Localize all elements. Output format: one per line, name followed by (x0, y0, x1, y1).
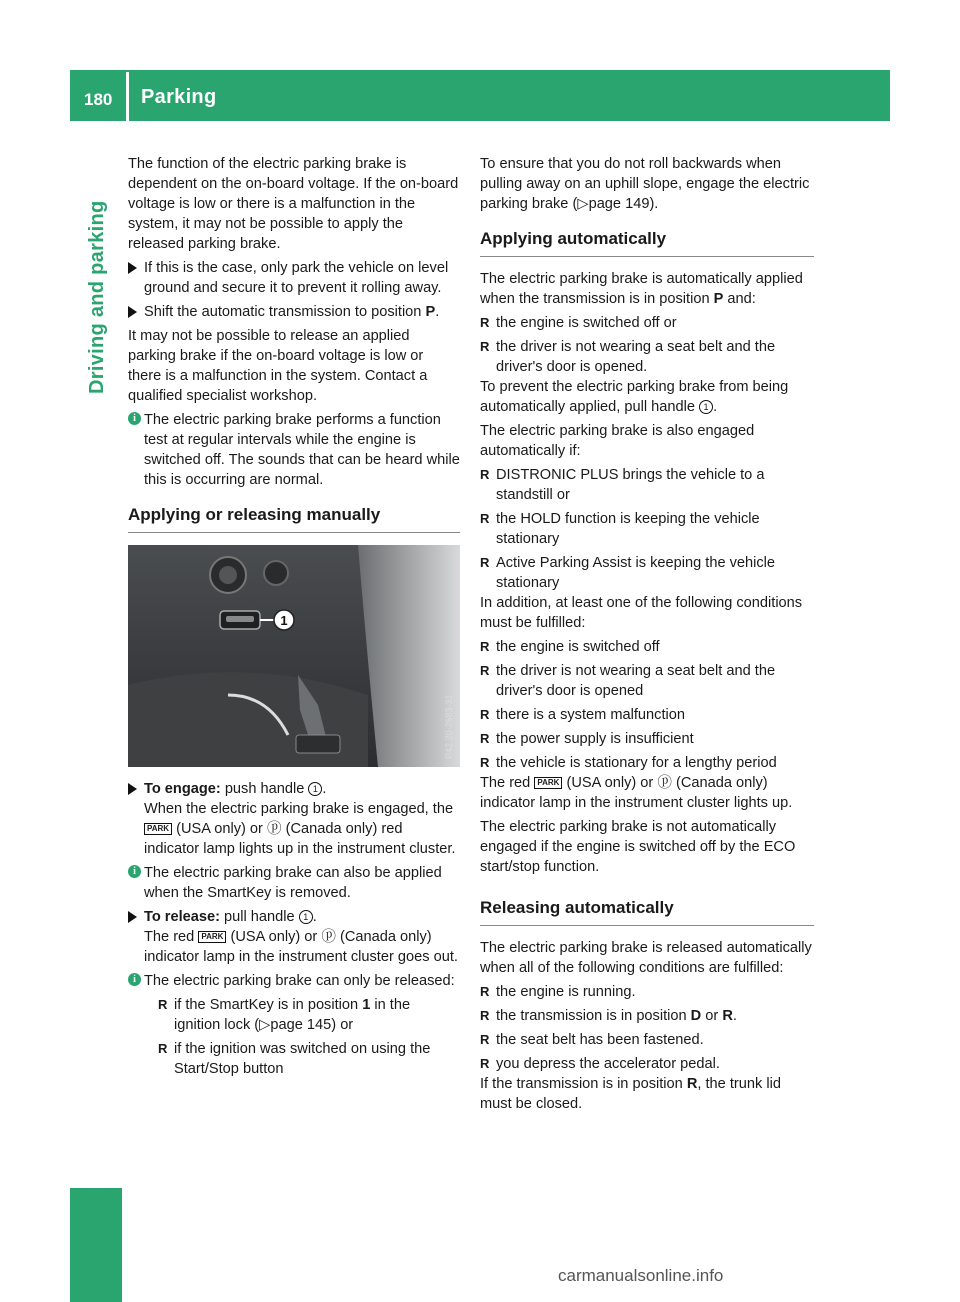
paragraph: To ensure that you do not roll backwards when pulling away on an uphill slope, engage the electric parking brake (▷page 149). (480, 156, 810, 212)
info-icon: i (128, 412, 141, 425)
instruction-step: Shift the automatic transmission to position P. (128, 302, 460, 322)
park-indicator-icon: PARK (198, 931, 226, 943)
list-item: R the engine is running. (480, 984, 636, 1000)
list-item: R DISTRONIC PLUS brings the vehicle to a standstill or (480, 467, 765, 503)
info-note: i The electric parking brake can only be released: R if the SmartKey is in position 1 in the ignition lock (▷page 145) or R if the ignition was switched on using the Start/Stop button (128, 971, 460, 1079)
triangle-bullet-icon (128, 306, 137, 318)
left-column (128, 154, 460, 1079)
paragraph: The red PARK (USA only) or ⓟ (Canada only) indicator lamp in the instrument cluster lights up. (480, 775, 793, 811)
paragraph: The electric parking brake is not automatically engaged if the engine is switched off by the ECO start/stop function. (480, 819, 796, 875)
list-item: R if the SmartKey is in position 1 in the ignition lock (▷page 145) or (158, 997, 411, 1033)
paragraph: In addition, at least one of the following conditions must be fulfilled: (480, 595, 803, 631)
triangle-bullet-icon (128, 911, 137, 923)
info-icon: i (128, 865, 141, 878)
paragraph: It may not be possible to release an applied parking brake if the on-board voltage is low or there is a malfunction in the system. Contact a qualified specialist workshop. (128, 328, 428, 404)
park-indicator-icon: PARK (534, 777, 562, 789)
list-item: R the power supply is insufficient (480, 731, 694, 747)
canada-park-indicator-icon: ⓟ (321, 929, 336, 945)
section-heading: Applying automatically (480, 229, 667, 248)
list-item: R the transmission is in position D or R. (480, 1008, 737, 1024)
list-item: R Active Parking Assist is keeping the vehicle stationary (480, 555, 776, 591)
callout-1-icon: 1 (299, 910, 313, 924)
image-code: P42.20-2683-31 (444, 694, 454, 759)
side-section-label: Driving and parking (86, 200, 108, 394)
instruction-step-release: To release: pull handle 1 . The red PARK (USA only) or ⓟ (Canada only) indicator lamp in the instrument cluster goes out. (128, 907, 460, 967)
paragraph: If the transmission is in position R, the trunk lid must be closed. (480, 1076, 781, 1112)
page-ref-arrow-icon: ▷ (577, 196, 589, 212)
callout-1-icon: 1 (699, 400, 713, 414)
list-item: R you depress the accelerator pedal. (480, 1056, 720, 1072)
heading-rule (480, 925, 814, 926)
page-ref-arrow-icon: ▷ (259, 1017, 271, 1033)
list-item: R the driver is not wearing a seat belt and the driver's door is opened (480, 663, 776, 699)
instruction-step-engage: To engage: push handle 1 . When the electric parking brake is engaged, the PARK (USA only) or ⓟ (Canada only) red indicator lamp lights up in the instrument cluster. (128, 779, 460, 859)
triangle-bullet-icon (128, 262, 137, 274)
list-item: R the vehicle is stationary for a lengthy period (480, 755, 777, 771)
list-item: R the engine is switched off or (480, 315, 677, 331)
list-item: R if the ignition was switched on using the Start/Stop button (158, 1041, 431, 1077)
list-item: R there is a system malfunction (480, 707, 685, 723)
paragraph: To prevent the electric parking brake from being automatically applied, pull handle 1 . (480, 379, 789, 415)
paragraph: The electric parking brake is automatically applied when the transmission is in position P and: (480, 271, 803, 307)
info-icon: i (128, 973, 141, 986)
heading-rule (128, 532, 460, 533)
list-item: R the HOLD function is keeping the vehicle stationary (480, 511, 760, 547)
heading-rule (480, 256, 814, 257)
section-heading: Applying or releasing manually (128, 505, 381, 524)
list-item: R the driver is not wearing a seat belt and the driver's door is opened. (480, 339, 776, 375)
park-indicator-icon: PARK (144, 823, 172, 835)
list-item: R the engine is switched off (480, 639, 660, 655)
section-heading: Releasing automatically (480, 898, 674, 917)
paragraph: The electric parking brake is also engaged automatically if: (480, 423, 755, 459)
canada-park-indicator-icon: ⓟ (657, 775, 672, 791)
callout-1-icon: 1 (308, 782, 322, 796)
header-divider (126, 72, 129, 121)
instruction-step: If this is the case, only park the vehicle on level ground and secure it to prevent it rolling away. (128, 258, 460, 298)
parking-brake-photo (128, 545, 460, 767)
info-note: i The electric parking brake can also be applied when the SmartKey is removed. (128, 863, 460, 903)
page-number: 180 (84, 90, 113, 109)
canada-park-indicator-icon: ⓟ (266, 821, 282, 837)
paragraph: The function of the electric parking brake is dependent on the on-board voltage. If the on-board voltage is low or there is a malfunction in the system, it may not be possible to apply the released parking brake. (128, 156, 459, 252)
info-note: i The electric parking brake performs a function test at regular intervals while the engine is switched off. The sounds that can be heard while this is occurring are normal. (128, 410, 460, 490)
triangle-bullet-icon (128, 783, 137, 795)
photo-illustration (128, 545, 460, 767)
watermark-link[interactable]: carmanualsonline.info (558, 1266, 724, 1285)
paragraph: The electric parking brake is released automatically when all of the following conditions are fulfilled: (480, 940, 812, 976)
side-tab-block (70, 1188, 122, 1302)
right-column (480, 154, 814, 1114)
chapter-title: Parking (141, 86, 217, 108)
list-item: R the seat belt has been fastened. (480, 1032, 704, 1048)
callout-label: 1 (280, 613, 288, 628)
